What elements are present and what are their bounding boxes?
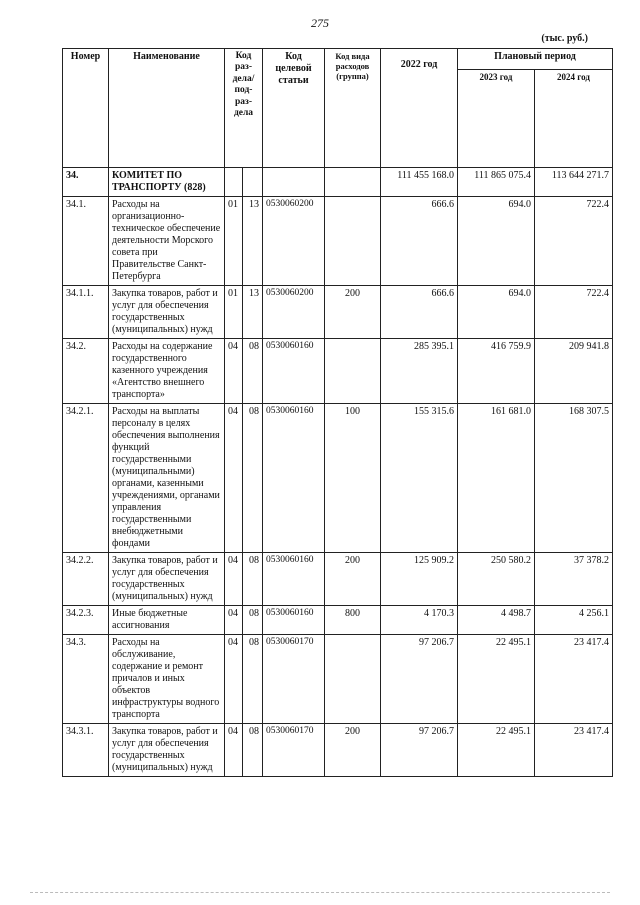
row-kind-code (325, 339, 381, 404)
footer-divider (30, 892, 610, 893)
row-target-code (263, 168, 325, 197)
header-year-2022: 2022 год (381, 49, 458, 168)
row-target-code: 0530060160 (263, 339, 325, 404)
row-subsection: 08 (243, 404, 263, 553)
header-year-2024: 2024 год (535, 70, 613, 168)
header-section-code: Код раз-дела/ под-раз-дела (225, 49, 263, 168)
row-number: 34.2.2. (63, 553, 109, 606)
row-amount-2024: 37 378.2 (535, 553, 613, 606)
row-subsection: 13 (243, 197, 263, 286)
units-label: (тыс. руб.) (541, 33, 588, 44)
table-row (63, 339, 613, 404)
header-kind-code: Код вида расходов (группа) (325, 49, 381, 168)
row-subsection: 08 (243, 635, 263, 724)
table-row (63, 404, 613, 553)
row-section: 04 (225, 635, 243, 724)
table-row (63, 606, 613, 635)
table-row (63, 553, 613, 606)
header-planned-period: Плановый период (458, 49, 613, 70)
row-amount-2023: 22 495.1 (458, 635, 535, 724)
row-subsection: 13 (243, 286, 263, 339)
row-target-code: 0530060170 (263, 724, 325, 777)
page-number: 275 (311, 16, 329, 30)
row-name: Закупка товаров, работ и услуг для обеспечения государственных (муниципальных) нужд (109, 724, 225, 777)
row-name: Закупка товаров, работ и услуг для обеспечения государственных (муниципальных) нужд (109, 286, 225, 339)
row-amount-2023: 694.0 (458, 286, 535, 339)
row-amount-2022: 666.6 (381, 286, 458, 339)
row-kind-code (325, 168, 381, 197)
row-number: 34.3.1. (63, 724, 109, 777)
row-kind-code (325, 197, 381, 286)
row-amount-2022: 111 455 168.0 (381, 168, 458, 197)
row-section: 04 (225, 553, 243, 606)
row-subsection: 08 (243, 339, 263, 404)
row-amount-2022: 4 170.3 (381, 606, 458, 635)
row-target-code: 0530060170 (263, 635, 325, 724)
row-number: 34.1.1. (63, 286, 109, 339)
table-row (63, 724, 613, 777)
row-number: 34.1. (63, 197, 109, 286)
row-amount-2023: 416 759.9 (458, 339, 535, 404)
row-amount-2023: 250 580.2 (458, 553, 535, 606)
row-target-code: 0530060160 (263, 606, 325, 635)
row-kind-code: 200 (325, 286, 381, 339)
row-number: 34.2.1. (63, 404, 109, 553)
header-number: Номер (63, 49, 109, 168)
row-subsection: 08 (243, 553, 263, 606)
row-amount-2022: 97 206.7 (381, 635, 458, 724)
row-target-code: 0530060200 (263, 286, 325, 339)
header-name: Наименование (109, 49, 225, 168)
row-subsection: 08 (243, 606, 263, 635)
row-section: 04 (225, 606, 243, 635)
row-amount-2022: 125 909.2 (381, 553, 458, 606)
row-section: 04 (225, 339, 243, 404)
row-section: 01 (225, 286, 243, 339)
row-amount-2022: 285 395.1 (381, 339, 458, 404)
row-number: 34.3. (63, 635, 109, 724)
table-row (63, 197, 613, 286)
row-name: Расходы на выплаты персоналу в целях обеспечения выполнения функций государственными (муниципальными) органами, казенными учреждениями, органами управления государственными внебюджетными фондами (109, 404, 225, 553)
budget-table (62, 48, 613, 777)
row-amount-2024: 209 941.8 (535, 339, 613, 404)
row-name: КОМИТЕТ ПО ТРАНСПОРТУ (828) (109, 168, 225, 197)
row-amount-2023: 161 681.0 (458, 404, 535, 553)
row-number: 34.2.3. (63, 606, 109, 635)
row-section (225, 168, 243, 197)
header-target-code: Код целевой статьи (263, 49, 325, 168)
row-number: 34.2. (63, 339, 109, 404)
row-number: 34. (63, 168, 109, 197)
row-target-code: 0530060160 (263, 553, 325, 606)
row-section: 04 (225, 404, 243, 553)
row-amount-2024: 722.4 (535, 197, 613, 286)
row-amount-2023: 4 498.7 (458, 606, 535, 635)
row-kind-code: 200 (325, 724, 381, 777)
row-target-code: 0530060200 (263, 197, 325, 286)
header-year-2023: 2023 год (458, 70, 535, 168)
row-amount-2024: 113 644 271.7 (535, 168, 613, 197)
row-kind-code (325, 635, 381, 724)
row-amount-2022: 666.6 (381, 197, 458, 286)
row-name: Закупка товаров, работ и услуг для обеспечения государственных (муниципальных) нужд (109, 553, 225, 606)
row-amount-2023: 694.0 (458, 197, 535, 286)
row-amount-2023: 111 865 075.4 (458, 168, 535, 197)
row-subsection (243, 168, 263, 197)
row-name: Расходы на обслуживание, содержание и ремонт причалов и иных объектов инфраструктуры водного транспорта (109, 635, 225, 724)
row-name: Иные бюджетные ассигнования (109, 606, 225, 635)
row-section: 01 (225, 197, 243, 286)
row-kind-code: 100 (325, 404, 381, 553)
row-target-code: 0530060160 (263, 404, 325, 553)
row-name: Расходы на содержание государственного казенного учреждения «Агентство внешнего транспорта» (109, 339, 225, 404)
row-kind-code: 200 (325, 553, 381, 606)
row-section: 04 (225, 724, 243, 777)
row-amount-2024: 168 307.5 (535, 404, 613, 553)
row-amount-2022: 97 206.7 (381, 724, 458, 777)
row-kind-code: 800 (325, 606, 381, 635)
row-name: Расходы на организационно-техническое обеспечение деятельности Морского совета при Правительстве Санкт-Петербурга (109, 197, 225, 286)
row-amount-2024: 23 417.4 (535, 724, 613, 777)
row-amount-2024: 722.4 (535, 286, 613, 339)
row-subsection: 08 (243, 724, 263, 777)
row-amount-2022: 155 315.6 (381, 404, 458, 553)
table-header (63, 49, 613, 168)
row-amount-2024: 4 256.1 (535, 606, 613, 635)
row-amount-2024: 23 417.4 (535, 635, 613, 724)
table-row (63, 286, 613, 339)
row-amount-2023: 22 495.1 (458, 724, 535, 777)
table-row (63, 635, 613, 724)
table-row (63, 168, 613, 197)
